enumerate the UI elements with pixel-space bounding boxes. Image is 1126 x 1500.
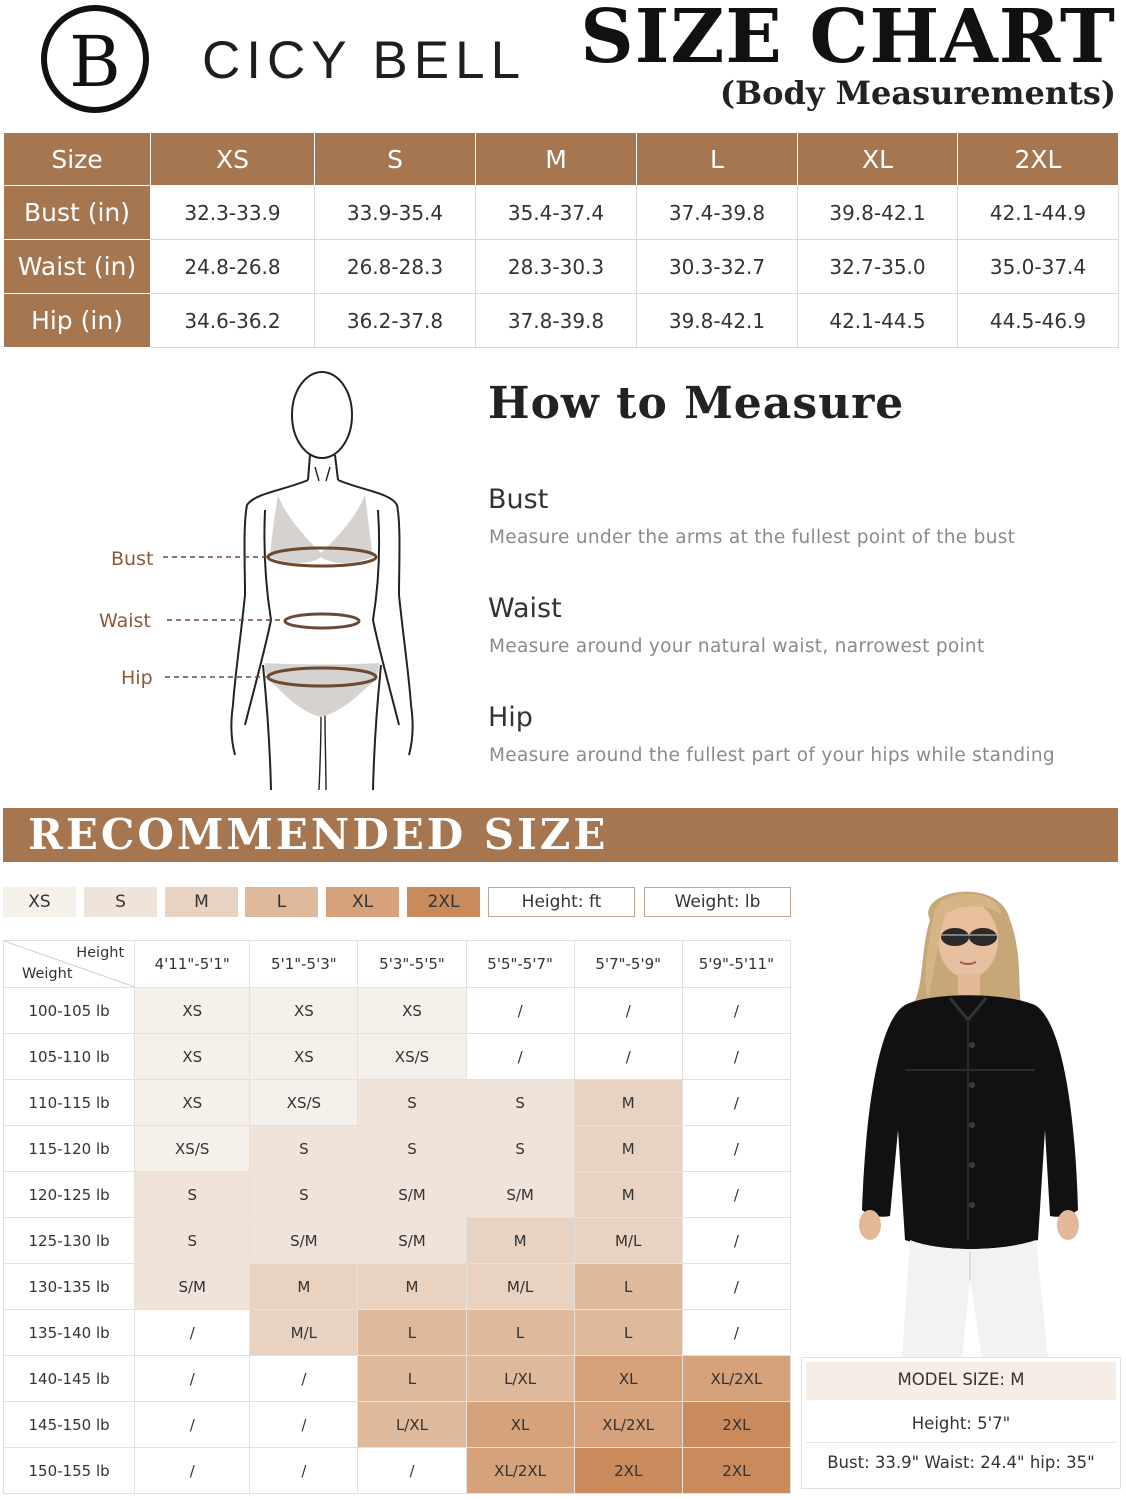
table-cell: 39.8-42.1 bbox=[798, 186, 958, 240]
height-header-row bbox=[4, 941, 791, 988]
size-cell: XS bbox=[250, 1034, 358, 1080]
size-cell: / bbox=[358, 1448, 466, 1494]
weight-label: 130-135 lb bbox=[4, 1264, 135, 1310]
brand-logo bbox=[40, 4, 150, 114]
recommended-size-table bbox=[3, 940, 791, 1494]
size-cell: XL bbox=[574, 1356, 682, 1402]
weight-label: 140-145 lb bbox=[4, 1356, 135, 1402]
model-size: MODEL SIZE: M bbox=[897, 1370, 1025, 1389]
size-cell: XS bbox=[250, 988, 358, 1034]
weight-label: 115-120 lb bbox=[4, 1126, 135, 1172]
size-header-cell: XL bbox=[798, 133, 958, 186]
weight-label: 110-115 lb bbox=[4, 1080, 135, 1126]
size-cell: M bbox=[358, 1264, 466, 1310]
size-cell: / bbox=[250, 1402, 358, 1448]
height-header-cell: 5'7"-5'9" bbox=[574, 941, 682, 988]
size-cell: XS/S bbox=[135, 1126, 250, 1172]
table-cell: 37.8-39.8 bbox=[476, 294, 637, 348]
figure-label-bust: Bust bbox=[111, 548, 154, 570]
size-cell: M/L bbox=[466, 1264, 574, 1310]
table-row bbox=[4, 1172, 791, 1218]
size-cell: / bbox=[682, 1264, 790, 1310]
size-cell: S bbox=[358, 1126, 466, 1172]
figure-label-hip: Hip bbox=[121, 667, 153, 689]
table-cell: 35.0-37.4 bbox=[958, 240, 1119, 294]
weight-unit-label: Weight: lb bbox=[644, 887, 791, 917]
table-cell: 24.8-26.8 bbox=[151, 240, 315, 294]
size-cell: / bbox=[682, 1218, 790, 1264]
size-cell: M/L bbox=[574, 1218, 682, 1264]
size-cell: S bbox=[135, 1172, 250, 1218]
size-header-cell: XS bbox=[151, 133, 315, 186]
legend-xl: XL bbox=[326, 887, 399, 917]
size-cell: S/M bbox=[135, 1264, 250, 1310]
legend-l: L bbox=[245, 887, 318, 917]
table-row bbox=[4, 1402, 791, 1448]
size-cell: L bbox=[358, 1310, 466, 1356]
table-row bbox=[4, 1310, 791, 1356]
table-row bbox=[4, 988, 791, 1034]
recommended-size-title: RECOMMENDED SIZE bbox=[28, 810, 609, 859]
size-cell: XL/2XL bbox=[574, 1402, 682, 1448]
size-cell: M bbox=[250, 1264, 358, 1310]
size-cell: XS bbox=[135, 1080, 250, 1126]
table-cell: 39.8-42.1 bbox=[637, 294, 798, 348]
size-cell: / bbox=[466, 1034, 574, 1080]
size-cell: / bbox=[682, 1172, 790, 1218]
how-to-measure-title: How to Measure bbox=[488, 378, 905, 429]
size-header-row bbox=[4, 133, 1119, 186]
size-cell: / bbox=[682, 1126, 790, 1172]
size-cell: S/M bbox=[250, 1218, 358, 1264]
size-cell: L bbox=[574, 1264, 682, 1310]
corner-weight-label: Weight bbox=[22, 966, 73, 982]
size-header-cell: Size bbox=[4, 133, 151, 186]
size-cell: XL/2XL bbox=[466, 1448, 574, 1494]
size-cell: XL bbox=[466, 1402, 574, 1448]
table-cell: 34.6-36.2 bbox=[151, 294, 315, 348]
table-row bbox=[4, 1126, 791, 1172]
table-row bbox=[4, 186, 1119, 240]
size-cell: M/L bbox=[250, 1310, 358, 1356]
table-cell: 35.4-37.4 bbox=[476, 186, 637, 240]
size-cell: L bbox=[358, 1356, 466, 1402]
table-row bbox=[4, 1356, 791, 1402]
height-unit-label: Height: ft bbox=[488, 887, 635, 917]
page-subtitle: (Body Measurements) bbox=[719, 74, 1116, 112]
size-cell: / bbox=[135, 1448, 250, 1494]
legend-xs: XS bbox=[3, 887, 76, 917]
table-cell: 44.5-46.9 bbox=[958, 294, 1119, 348]
row-label: Hip (in) bbox=[4, 294, 151, 348]
size-cell: / bbox=[250, 1448, 358, 1494]
table-row bbox=[4, 240, 1119, 294]
weight-label: 145-150 lb bbox=[4, 1402, 135, 1448]
measure-hip-title: Hip bbox=[488, 702, 533, 733]
size-cell: XS/S bbox=[358, 1034, 466, 1080]
size-cell: / bbox=[682, 1080, 790, 1126]
size-cell: M bbox=[466, 1218, 574, 1264]
weight-label: 150-155 lb bbox=[4, 1448, 135, 1494]
table-row bbox=[4, 1448, 791, 1494]
size-cell: M bbox=[574, 1080, 682, 1126]
size-header-cell: L bbox=[637, 133, 798, 186]
size-cell: / bbox=[682, 1034, 790, 1080]
measure-waist-desc: Measure around your natural waist, narrowest point bbox=[489, 636, 985, 657]
measure-bust-desc: Measure under the arms at the fullest point of the bust bbox=[489, 527, 1016, 548]
model-photo bbox=[810, 880, 1110, 1358]
size-header-cell: M bbox=[476, 133, 637, 186]
weight-label: 125-130 lb bbox=[4, 1218, 135, 1264]
size-cell: 2XL bbox=[574, 1448, 682, 1494]
size-cell: XS bbox=[358, 988, 466, 1034]
table-cell: 42.1-44.9 bbox=[958, 186, 1119, 240]
table-cell: 33.9-35.4 bbox=[315, 186, 476, 240]
size-cell: M bbox=[574, 1172, 682, 1218]
size-cell: / bbox=[466, 988, 574, 1034]
height-header-cell: 5'9"-5'11" bbox=[682, 941, 790, 988]
size-cell: S/M bbox=[358, 1172, 466, 1218]
size-header-cell: S bbox=[315, 133, 476, 186]
size-cell: S bbox=[466, 1126, 574, 1172]
size-cell: S/M bbox=[466, 1172, 574, 1218]
size-cell: / bbox=[682, 988, 790, 1034]
size-cell: 2XL bbox=[682, 1402, 790, 1448]
figure-label-waist: Waist bbox=[99, 610, 151, 632]
size-cell: XS bbox=[135, 1034, 250, 1080]
size-cell: XS bbox=[135, 988, 250, 1034]
size-cell: / bbox=[682, 1310, 790, 1356]
weight-label: 120-125 lb bbox=[4, 1172, 135, 1218]
weight-label: 105-110 lb bbox=[4, 1034, 135, 1080]
height-header-cell: 5'1"-5'3" bbox=[250, 941, 358, 988]
height-header-cell: 5'3"-5'5" bbox=[358, 941, 466, 988]
legend-2xl: 2XL bbox=[407, 887, 480, 917]
weight-label: 100-105 lb bbox=[4, 988, 135, 1034]
page-title: SIZE CHART bbox=[580, 0, 1116, 80]
table-cell: 26.8-28.3 bbox=[315, 240, 476, 294]
size-header-cell: 2XL bbox=[958, 133, 1119, 186]
model-measurements: Bust: 33.9" Waist: 24.4" hip: 35" bbox=[827, 1453, 1095, 1472]
legend-s: S bbox=[84, 887, 157, 917]
size-cell: S bbox=[358, 1080, 466, 1126]
size-cell: S bbox=[250, 1172, 358, 1218]
size-cell: 2XL bbox=[682, 1448, 790, 1494]
size-cell: / bbox=[574, 1034, 682, 1080]
size-cell: S bbox=[250, 1126, 358, 1172]
measure-bust-title: Bust bbox=[488, 484, 549, 515]
measure-waist-title: Waist bbox=[488, 593, 562, 624]
svg-text:B: B bbox=[69, 21, 121, 103]
table-row bbox=[4, 1080, 791, 1126]
table-cell: 28.3-30.3 bbox=[476, 240, 637, 294]
model-divider bbox=[806, 1442, 1116, 1443]
table-row bbox=[4, 1218, 791, 1264]
size-cell: XL/2XL bbox=[682, 1356, 790, 1402]
height-header-cell: 4'11"-5'1" bbox=[135, 941, 250, 988]
table-cell: 42.1-44.5 bbox=[798, 294, 958, 348]
row-label: Waist (in) bbox=[4, 240, 151, 294]
legend-m: M bbox=[165, 887, 238, 917]
size-cell: S bbox=[466, 1080, 574, 1126]
height-header-cell: 5'5"-5'7" bbox=[466, 941, 574, 988]
size-cell: S bbox=[135, 1218, 250, 1264]
brand-name: CICY BELL bbox=[202, 31, 527, 90]
table-cell: 36.2-37.8 bbox=[315, 294, 476, 348]
corner-cell bbox=[4, 941, 135, 988]
table-cell: 37.4-39.8 bbox=[637, 186, 798, 240]
table-cell: 32.3-33.9 bbox=[151, 186, 315, 240]
measure-hip-desc: Measure around the fullest part of your hips while standing bbox=[489, 745, 1055, 766]
table-row bbox=[4, 1264, 791, 1310]
table-cell: 30.3-32.7 bbox=[637, 240, 798, 294]
size-cell: L/XL bbox=[358, 1402, 466, 1448]
size-cell: XS/S bbox=[250, 1080, 358, 1126]
size-cell: / bbox=[135, 1402, 250, 1448]
size-chart-table bbox=[3, 132, 1119, 348]
size-cell: S/M bbox=[358, 1218, 466, 1264]
row-label: Bust (in) bbox=[4, 186, 151, 240]
body-measure-figure bbox=[95, 365, 425, 790]
size-cell: / bbox=[574, 988, 682, 1034]
size-cell: M bbox=[574, 1126, 682, 1172]
table-row bbox=[4, 1034, 791, 1080]
weight-label: 135-140 lb bbox=[4, 1310, 135, 1356]
table-cell: 32.7-35.0 bbox=[798, 240, 958, 294]
model-height: Height: 5'7" bbox=[911, 1414, 1011, 1433]
table-row bbox=[4, 294, 1119, 348]
size-cell: / bbox=[135, 1310, 250, 1356]
size-cell: L bbox=[574, 1310, 682, 1356]
size-cell: / bbox=[250, 1356, 358, 1402]
corner-height-label: Height bbox=[76, 945, 125, 961]
size-cell: L bbox=[466, 1310, 574, 1356]
size-cell: L/XL bbox=[466, 1356, 574, 1402]
size-cell: / bbox=[135, 1356, 250, 1402]
